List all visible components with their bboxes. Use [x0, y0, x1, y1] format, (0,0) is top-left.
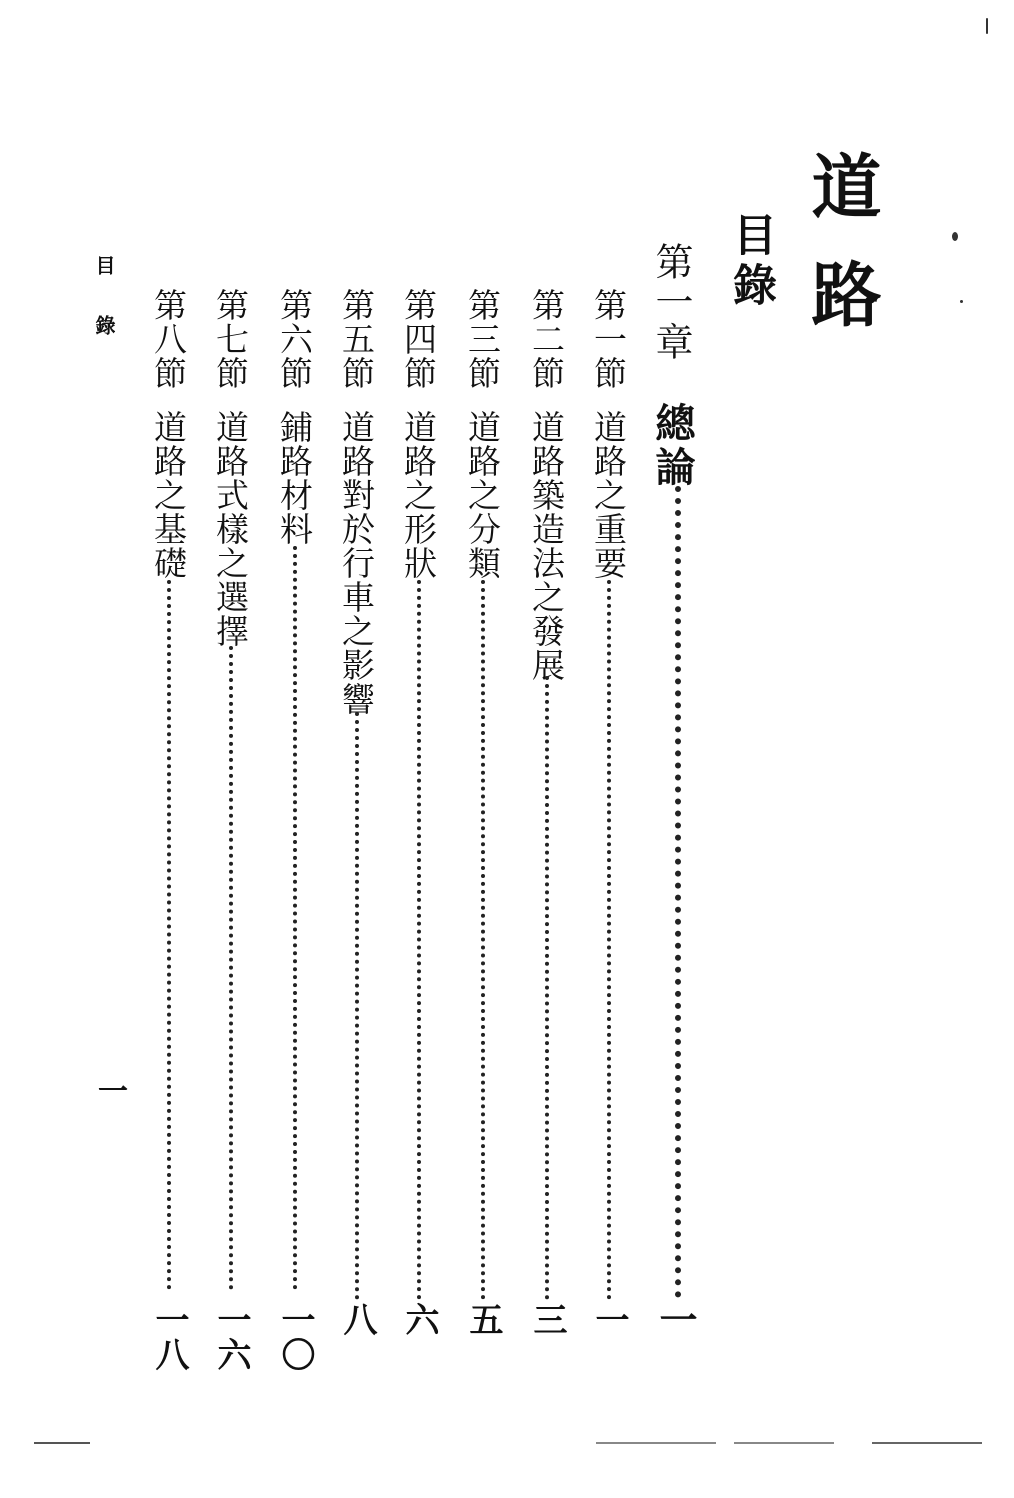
section-label: 第一節	[589, 288, 628, 390]
section-label: 第七節	[211, 288, 250, 390]
section-page-number: 八	[337, 1302, 377, 1337]
section-title: 道路對於行車之影響	[337, 410, 376, 716]
section-title: 道路式樣之選擇	[211, 410, 250, 648]
section-title: 道路之形狀	[399, 410, 438, 580]
folio-number: 一	[92, 1075, 127, 1105]
section-title: 鋪路材料	[275, 410, 314, 546]
book-title: 道路	[800, 150, 883, 366]
scan-edge-line	[872, 1442, 982, 1444]
section-label: 第五節	[337, 288, 376, 390]
section-label: 第二節	[527, 288, 566, 390]
section-title: 道路之分類	[463, 410, 502, 580]
section-leader-dots	[229, 646, 233, 1290]
section-leader-dots	[293, 546, 297, 1290]
running-head: 目錄	[92, 255, 116, 375]
chapter-label: 第一章	[649, 242, 693, 362]
section-label: 第三節	[463, 288, 502, 390]
section-title: 道路之重要	[589, 410, 628, 580]
section-page-number: 一	[589, 1302, 629, 1337]
section-leader-dots	[607, 580, 611, 1300]
section-page-number: 一八	[149, 1302, 189, 1372]
scan-edge-line	[734, 1442, 834, 1444]
scan-edge-line	[34, 1442, 90, 1444]
section-leader-dots	[167, 580, 171, 1290]
scan-speck	[960, 300, 963, 303]
section-title: 道路築造法之發展	[527, 410, 566, 682]
section-leader-dots	[481, 580, 485, 1300]
section-label: 第六節	[275, 288, 314, 390]
section-page-number: 五	[463, 1302, 503, 1337]
section-title: 道路之基礎	[149, 410, 188, 580]
section-page-number: 三	[527, 1302, 567, 1337]
section-label: 第四節	[399, 288, 438, 390]
section-leader-dots	[545, 676, 549, 1300]
section-leader-dots	[355, 712, 359, 1300]
section-page-number: 一六	[211, 1302, 251, 1372]
section-leader-dots	[417, 580, 421, 1300]
scan-edge-line	[596, 1442, 716, 1444]
chapter-page-number: 一	[653, 1300, 698, 1339]
chapter-leader-dots	[675, 486, 681, 1298]
section-label: 第八節	[149, 288, 188, 390]
section-page-number: 六	[399, 1302, 439, 1337]
scan-speck	[986, 18, 988, 34]
chapter-title: 總論	[649, 402, 696, 490]
section-page-number: 一〇	[275, 1302, 315, 1372]
scan-speck	[952, 232, 958, 241]
toc-heading: 目錄	[725, 212, 776, 312]
